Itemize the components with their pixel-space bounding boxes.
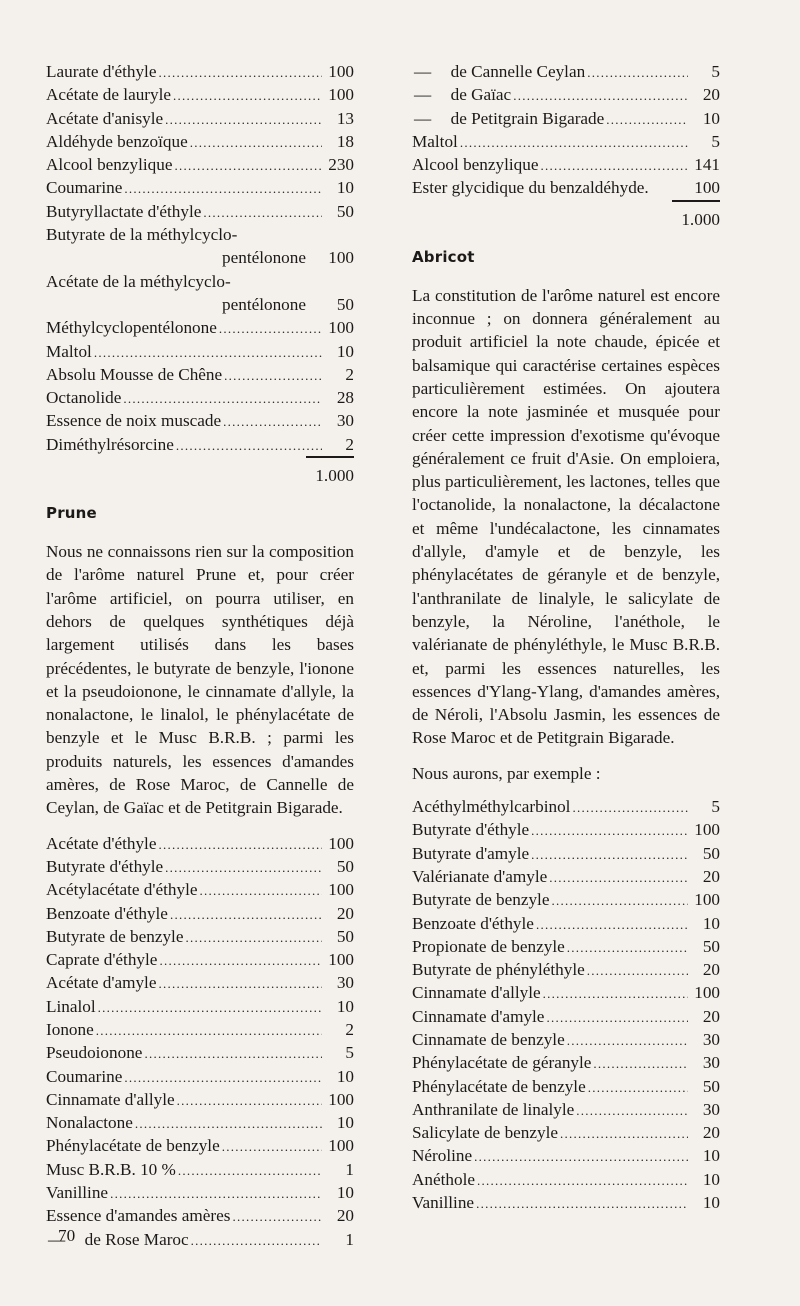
left-formula-list-1 <box>46 60 354 456</box>
ingredient-quantity: 100 <box>328 62 354 81</box>
ingredient-quantity: 100 <box>694 820 720 840</box>
leader-dots <box>124 1065 322 1089</box>
ingredient-name: de Petitgrain Bigarade <box>450 108 605 128</box>
paragraph-prune: Nous ne connaissons rien sur la composition de l'arôme naturel Prune et, pour créer l'arôme artificiel, on pourra utiliser, en dehors de quelques synthétiques déjà largement utilisés dans les bases précédentes, le butyrate de benzyle, l'ionone et la pseudoionone, le cinnamate d'allyle, la nonalactone, le linalol, le phénylacétate de benzyle et le Musc B.R.B. ; parmi les produits naturels, les essences d'amandes amères, de Rose Maroc, de Cannelle de Ceylan, de Gaïac et de Petitgrain Bigarade. <box>46 542 354 818</box>
ingredient-quantity: 10 <box>336 1183 354 1203</box>
formula-row <box>46 1041 354 1064</box>
formula-row <box>46 1065 354 1088</box>
leader-dots <box>606 107 688 131</box>
ingredient-quantity: 50 <box>336 926 354 946</box>
leader-dots <box>223 409 322 433</box>
ingredient-quantity: 13 <box>336 108 354 128</box>
ingredient-name: Butyrate d'éthyle <box>46 856 164 876</box>
formula-row <box>412 1144 720 1167</box>
ingredient-quantity: 100 <box>328 1089 354 1109</box>
formula-row <box>46 270 354 317</box>
leader-dots <box>551 888 688 912</box>
ingredient-name: Cinnamate d'amyle <box>412 1006 545 1026</box>
formula-row <box>412 60 720 83</box>
formula-row <box>46 1228 354 1251</box>
formula-row <box>46 1111 354 1134</box>
page-number: 70 <box>58 1226 76 1245</box>
ingredient-name: Méthylcyclopentélonone <box>46 318 217 338</box>
formula-row <box>412 1051 720 1074</box>
leader-dots <box>158 971 322 995</box>
formula-total <box>412 200 720 234</box>
ingredient-name-continued <box>46 246 354 269</box>
ingredient-name-continued <box>46 293 354 316</box>
ingredient-name: Anéthole <box>412 1169 476 1189</box>
ingredient-quantity: 1 <box>345 1229 354 1249</box>
leader-dots <box>576 1098 688 1122</box>
ingredient-quantity: 5 <box>345 1043 354 1063</box>
formula-row <box>46 1088 354 1111</box>
ingredient-quantity: 230 <box>328 155 354 175</box>
ingredient-name: Vanilline <box>412 1193 475 1213</box>
formula-row <box>412 1005 720 1028</box>
ingredient-quantity: 100 <box>328 833 354 853</box>
ingredient-name: Benzoate d'éthyle <box>412 913 534 933</box>
leader-dots <box>593 1051 688 1075</box>
leader-dots <box>174 153 322 177</box>
leader-dots <box>224 363 322 387</box>
ingredient-name: Coumarine <box>46 1066 123 1086</box>
ingredient-name: Néroline <box>412 1146 473 1166</box>
leader-dots <box>536 912 688 936</box>
ingredient-quantity: 5 <box>711 797 720 817</box>
ingredient-name: de Cannelle Ceylan <box>450 62 586 81</box>
ingredient-name: Laurate d'éthyle <box>46 62 157 81</box>
ingredient-quantity: 100 <box>328 318 354 338</box>
ingredient-name: pentélonone <box>222 248 306 268</box>
formula-row <box>46 60 354 83</box>
formula-row <box>412 176 720 199</box>
ingredient-name: Essence de noix muscade <box>46 411 222 431</box>
ingredient-name: Musc B.R.B. 10 % <box>46 1159 176 1179</box>
section-heading-prune: Prune <box>46 504 97 523</box>
ingredient-quantity: 100 <box>694 890 720 910</box>
leader-dots <box>540 153 688 177</box>
formula-row <box>46 1018 354 1041</box>
ingredient-quantity: 50 <box>336 294 354 314</box>
ingredient-name-wrap <box>412 107 604 130</box>
ingredient-quantity: 1 <box>345 1159 354 1179</box>
leader-dots <box>94 340 322 364</box>
leader-dots <box>177 1088 322 1112</box>
ingredient-quantity: 10 <box>702 913 720 933</box>
formula-row <box>412 795 720 818</box>
formula-row <box>412 1168 720 1191</box>
leader-dots <box>219 316 322 340</box>
formula-row <box>46 832 354 855</box>
ingredient-name: Acéthylméthylcarbinol <box>412 797 571 817</box>
ingredient-quantity: 100 <box>694 178 720 198</box>
formula-row <box>412 842 720 865</box>
leader-dots <box>158 60 322 84</box>
ingredient-name: Ester glycidique du benzaldéhyde. <box>412 178 649 198</box>
ingredient-quantity: 5 <box>711 131 720 151</box>
ingredient-name: Octanolide <box>46 388 122 408</box>
ingredient-name: Acétate de lauryle <box>46 85 172 105</box>
paragraph-abricot: La constitution de l'arôme naturel est encore inconnue ; on donnera généralement au produit artificiel la note chaude, épicée et balsamique qui caractérise certaines espèces particulièrement estimées. On ajoutera encore la note jasminée et musquée pour créer cette impression d'exotisme qu'évoque généralement ce fruit d'Asie. On emploiera, plus particulièrement, les lactones, telles que l'octanolide, la nonalactone, la décalactone et même l'undécalactone, les cinnamates d'allyle, d'amyle et de benzyle, les phénylacétates de géranyle et de benzyle, l'anthranilate de linalyle, le salicylate de benzyle, la Néroline, l'anéthole, le valérianate de phényléthyle, le Musc B.R.B. et, parmi les essences naturelles, les essences d'Ylang-Ylang, d'amandes amères, de Néroli, l'Absolu Jasmin, les essences de Rose Maroc et de Petitgrain Bigarade. <box>412 285 720 748</box>
ingredient-quantity: 5 <box>711 62 720 81</box>
formula-row <box>46 316 354 339</box>
right-column <box>412 60 720 1214</box>
ingredient-name: Essence d'amandes amères <box>46 1206 231 1226</box>
formula-row <box>412 865 720 888</box>
ingredient-name: Valérianate d'amyle <box>412 866 548 886</box>
formula-row <box>46 1204 354 1227</box>
right-formula-list-2 <box>412 795 720 1214</box>
ingredient-quantity: 100 <box>694 983 720 1003</box>
leader-dots <box>546 1005 688 1029</box>
ingredient-name: Vanilline <box>46 1183 109 1203</box>
leader-dots <box>173 83 322 107</box>
ingredient-name: pentélonone <box>222 294 306 314</box>
ingredient-quantity: 50 <box>702 843 720 863</box>
ingredient-name: Butyrate d'amyle <box>412 843 530 863</box>
ingredient-name: Alcool benzylique <box>46 155 173 175</box>
ingredient-quantity: 30 <box>702 1099 720 1119</box>
leader-dots <box>513 83 688 107</box>
ingredient-name: Phénylacétate de géranyle <box>412 1053 592 1073</box>
leader-dots <box>158 832 322 856</box>
ingredient-name: Nonalactone <box>46 1113 133 1133</box>
formula-row <box>412 130 720 153</box>
formula-row <box>46 948 354 971</box>
ingredient-name: Alcool benzylique <box>412 155 539 175</box>
ingredient-name: Butyrate de benzyle <box>46 926 184 946</box>
leader-dots <box>477 1168 688 1192</box>
leader-dots <box>165 107 322 131</box>
ingredient-name-wrap <box>412 83 511 106</box>
leader-dots <box>170 902 322 926</box>
formula-row <box>46 363 354 386</box>
formula-row <box>412 1121 720 1144</box>
leader-dots <box>96 1018 322 1042</box>
ingredient-name-wrap <box>412 60 585 83</box>
formula-row <box>412 888 720 911</box>
formula-row <box>412 107 720 130</box>
ingredient-name: Aldéhyde benzoïque <box>46 131 188 151</box>
ingredient-quantity: 30 <box>702 1029 720 1049</box>
ingredient-quantity: 20 <box>336 1206 354 1226</box>
leader-dots <box>587 60 688 84</box>
ingredient-quantity: 2 <box>345 364 354 384</box>
ingredient-quantity: 10 <box>702 108 720 128</box>
leader-dots <box>572 795 688 819</box>
leader-dots <box>191 1228 322 1252</box>
ingredient-quantity: 20 <box>702 1006 720 1026</box>
leader-dots <box>476 1191 688 1215</box>
ingredient-name: Maltol <box>412 131 458 151</box>
formula-row <box>46 433 354 456</box>
ingredient-name: Butyrate de phényléthyle <box>412 960 585 980</box>
ingredient-name: Salicylate de benzyle <box>412 1123 559 1143</box>
formula-row <box>412 153 720 176</box>
ingredient-quantity: 20 <box>336 903 354 923</box>
ingredient-name: de Gaïac <box>450 85 512 105</box>
ingredient-quantity: 2 <box>345 434 354 454</box>
ingredient-quantity: 30 <box>336 973 354 993</box>
leader-dots <box>474 1144 688 1168</box>
formula-row <box>46 1181 354 1204</box>
formula-row <box>46 107 354 130</box>
leader-dots <box>159 948 322 972</box>
formula-row <box>412 1098 720 1121</box>
total-value: 1.000 <box>672 200 720 234</box>
ingredient-name: Acétate de la méthylcyclo- <box>46 271 231 291</box>
ingredient-quantity: 10 <box>702 1193 720 1213</box>
leader-dots <box>232 1204 322 1228</box>
ingredient-name: Cinnamate de benzyle <box>412 1029 565 1049</box>
ingredient-quantity: 100 <box>328 1136 354 1156</box>
ingredient-quantity: 100 <box>328 85 354 105</box>
leader-dots <box>567 935 688 959</box>
leader-dots <box>124 176 322 200</box>
leader-dots <box>560 1121 688 1145</box>
ingredient-name: Maltol <box>46 341 92 361</box>
leader-dots <box>567 1028 688 1052</box>
section-heading-abricot: Abricot <box>412 247 475 266</box>
ditto-dash <box>414 60 442 83</box>
leader-dots <box>178 1158 322 1182</box>
ingredient-name: Acétate d'éthyle <box>46 833 157 853</box>
ingredient-name: Propionate de benzyle <box>412 936 565 956</box>
ingredient-quantity: 20 <box>702 85 720 105</box>
ingredient-quantity: 50 <box>702 936 720 956</box>
leader-dots <box>531 818 688 842</box>
ingredient-quantity: 20 <box>702 866 720 886</box>
leader-dots <box>460 130 688 154</box>
formula-row <box>412 818 720 841</box>
ingredient-name: Cinnamate d'allyle <box>412 983 541 1003</box>
formula-row <box>412 935 720 958</box>
formula-row <box>46 925 354 948</box>
ingredient-name: Butyrate de benzyle <box>412 890 550 910</box>
leader-dots <box>123 386 322 410</box>
ingredient-quantity: 50 <box>702 1076 720 1096</box>
ingredient-name: Caprate d'éthyle <box>46 950 158 970</box>
ingredient-quantity: 10 <box>336 341 354 361</box>
ingredient-quantity: 10 <box>336 178 354 198</box>
formula-row <box>46 878 354 901</box>
left-column <box>46 60 354 1251</box>
formula-row <box>412 912 720 935</box>
formula-row <box>46 223 354 270</box>
right-formula-list-1 <box>412 60 720 200</box>
leader-dots <box>98 995 322 1019</box>
ingredient-name: Butyrate de la méthylcyclo- <box>46 225 238 245</box>
ingredient-name: de Rose Maroc <box>84 1229 189 1249</box>
ingredient-name: Absolu Mousse de Chêne <box>46 364 223 384</box>
formula-row <box>412 1191 720 1214</box>
formula-row <box>412 981 720 1004</box>
formula-row <box>412 1028 720 1051</box>
formula-row <box>46 386 354 409</box>
ingredient-quantity: 100 <box>328 950 354 970</box>
ingredient-name: Cinnamate d'allyle <box>46 1089 175 1109</box>
left-formula-list-2 <box>46 832 354 1251</box>
ingredient-name: Linalol <box>46 996 96 1016</box>
leader-dots <box>185 925 322 949</box>
formula-row <box>46 130 354 153</box>
ingredient-quantity: 100 <box>328 248 354 268</box>
ingredient-quantity: 100 <box>328 880 354 900</box>
ingredient-name: Butyryllactate d'éthyle <box>46 201 202 221</box>
formula-row <box>412 83 720 106</box>
formula-row <box>46 409 354 432</box>
ingredient-name: Pseudoionone <box>46 1043 143 1063</box>
leader-dots <box>588 1075 688 1099</box>
ingredient-quantity: 20 <box>702 1123 720 1143</box>
formula-row <box>46 971 354 994</box>
formula-row <box>46 902 354 925</box>
total-value: 1.000 <box>306 456 354 490</box>
ingredient-name: Butyrate d'éthyle <box>412 820 530 840</box>
ingredient-quantity: 20 <box>702 960 720 980</box>
ingredient-name: Anthranilate de linalyle <box>412 1099 575 1119</box>
leader-dots <box>165 855 322 879</box>
ingredient-quantity: 30 <box>336 411 354 431</box>
ingredient-name: Benzoate d'éthyle <box>46 903 168 923</box>
ingredient-name: Ionone <box>46 1019 94 1039</box>
leader-dots <box>549 865 688 889</box>
formula-row <box>46 1158 354 1181</box>
leader-dots <box>222 1134 322 1158</box>
ingredient-name: Phénylacétate de benzyle <box>46 1136 220 1156</box>
ingredient-quantity: 141 <box>694 155 720 175</box>
formula-row <box>46 855 354 878</box>
ditto-dash <box>414 107 442 130</box>
ingredient-quantity: 2 <box>345 1019 354 1039</box>
ingredient-name: Coumarine <box>46 178 123 198</box>
ingredient-quantity: 50 <box>336 201 354 221</box>
ingredient-name: Diméthylrésorcine <box>46 434 174 454</box>
ingredient-quantity: 50 <box>336 856 354 876</box>
leader-dots <box>543 981 688 1005</box>
ingredient-quantity: 28 <box>336 388 354 408</box>
leader-dots <box>587 958 688 982</box>
leader-dots <box>203 200 322 224</box>
ingredient-quantity: 10 <box>336 996 354 1016</box>
formula-row <box>412 958 720 981</box>
formula-row <box>46 153 354 176</box>
ingredient-quantity: 10 <box>702 1169 720 1189</box>
ingredient-quantity: 18 <box>336 131 354 151</box>
leader-dots <box>176 433 322 457</box>
leader-dots <box>135 1111 322 1135</box>
ingredient-quantity: 10 <box>336 1113 354 1133</box>
formula-row <box>46 340 354 363</box>
ingredient-name: Acétate d'anisyle <box>46 108 164 128</box>
paragraph-example: Nous aurons, par exemple : <box>412 763 601 783</box>
formula-total <box>46 456 354 490</box>
formula-row <box>46 200 354 223</box>
leader-dots <box>144 1041 322 1065</box>
formula-row <box>46 1134 354 1157</box>
ingredient-name: Acétylacétate d'éthyle <box>46 880 198 900</box>
ditto-dash <box>414 83 442 106</box>
leader-dots <box>531 842 688 866</box>
ingredient-quantity: 10 <box>702 1146 720 1166</box>
ingredient-name: Phénylacétate de benzyle <box>412 1076 586 1096</box>
leader-dots <box>190 130 322 154</box>
formula-row <box>412 1075 720 1098</box>
leader-dots <box>110 1181 322 1205</box>
ingredient-name: Acétate d'amyle <box>46 973 157 993</box>
ingredient-quantity: 10 <box>336 1066 354 1086</box>
leader-dots <box>200 878 323 902</box>
ingredient-quantity: 30 <box>702 1053 720 1073</box>
formula-row <box>46 83 354 106</box>
formula-row <box>46 176 354 199</box>
formula-row <box>46 995 354 1018</box>
